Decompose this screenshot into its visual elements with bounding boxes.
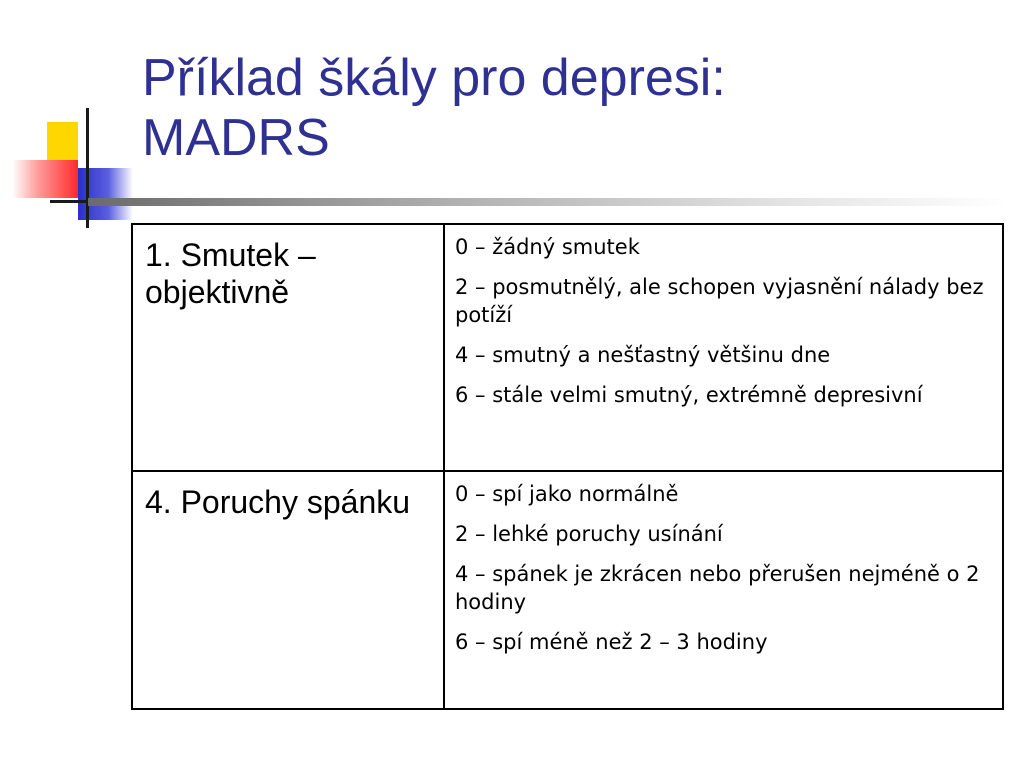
scale-option: 4 – spánek je zkrácen nebo přerušen nejméně o 2 hodiny [455,562,980,615]
scale-options-cell [444,224,1003,471]
scale-options-cell [444,471,1003,709]
title-divider [88,198,1008,206]
madrs-scale-table [131,223,1004,710]
logo-vertical-line [86,108,89,228]
scale-option: 6 – stále velmi smutný, extrémně depresivní [455,383,923,407]
scale-item-cell: 4. Poruchy spánku [132,471,444,709]
slide-title-line-1: Příklad škály pro depresi: [142,49,726,107]
scale-option: 0 – spí jako normálně [455,482,679,507]
scale-option: 2 – lehké poruchy usínání [455,522,723,547]
slide-title-line-2: MADRS [142,109,330,167]
slide-title [142,48,1002,168]
table-row [132,224,1003,471]
scale-option: 6 – spí méně než 2 – 3 hodiny [455,630,768,655]
scale-item-cell: 1. Smutek – objektivně [132,224,444,471]
scale-option: 0 – žádný smutek [455,235,640,259]
table-row [132,471,1003,709]
logo-red-square [12,160,78,198]
scale-option: 2 – posmutnělý, ale schopen vyjasnění nálady bez potíží [455,275,984,327]
scale-option: 4 – smutný a nešťastný většinu dne [455,343,831,367]
